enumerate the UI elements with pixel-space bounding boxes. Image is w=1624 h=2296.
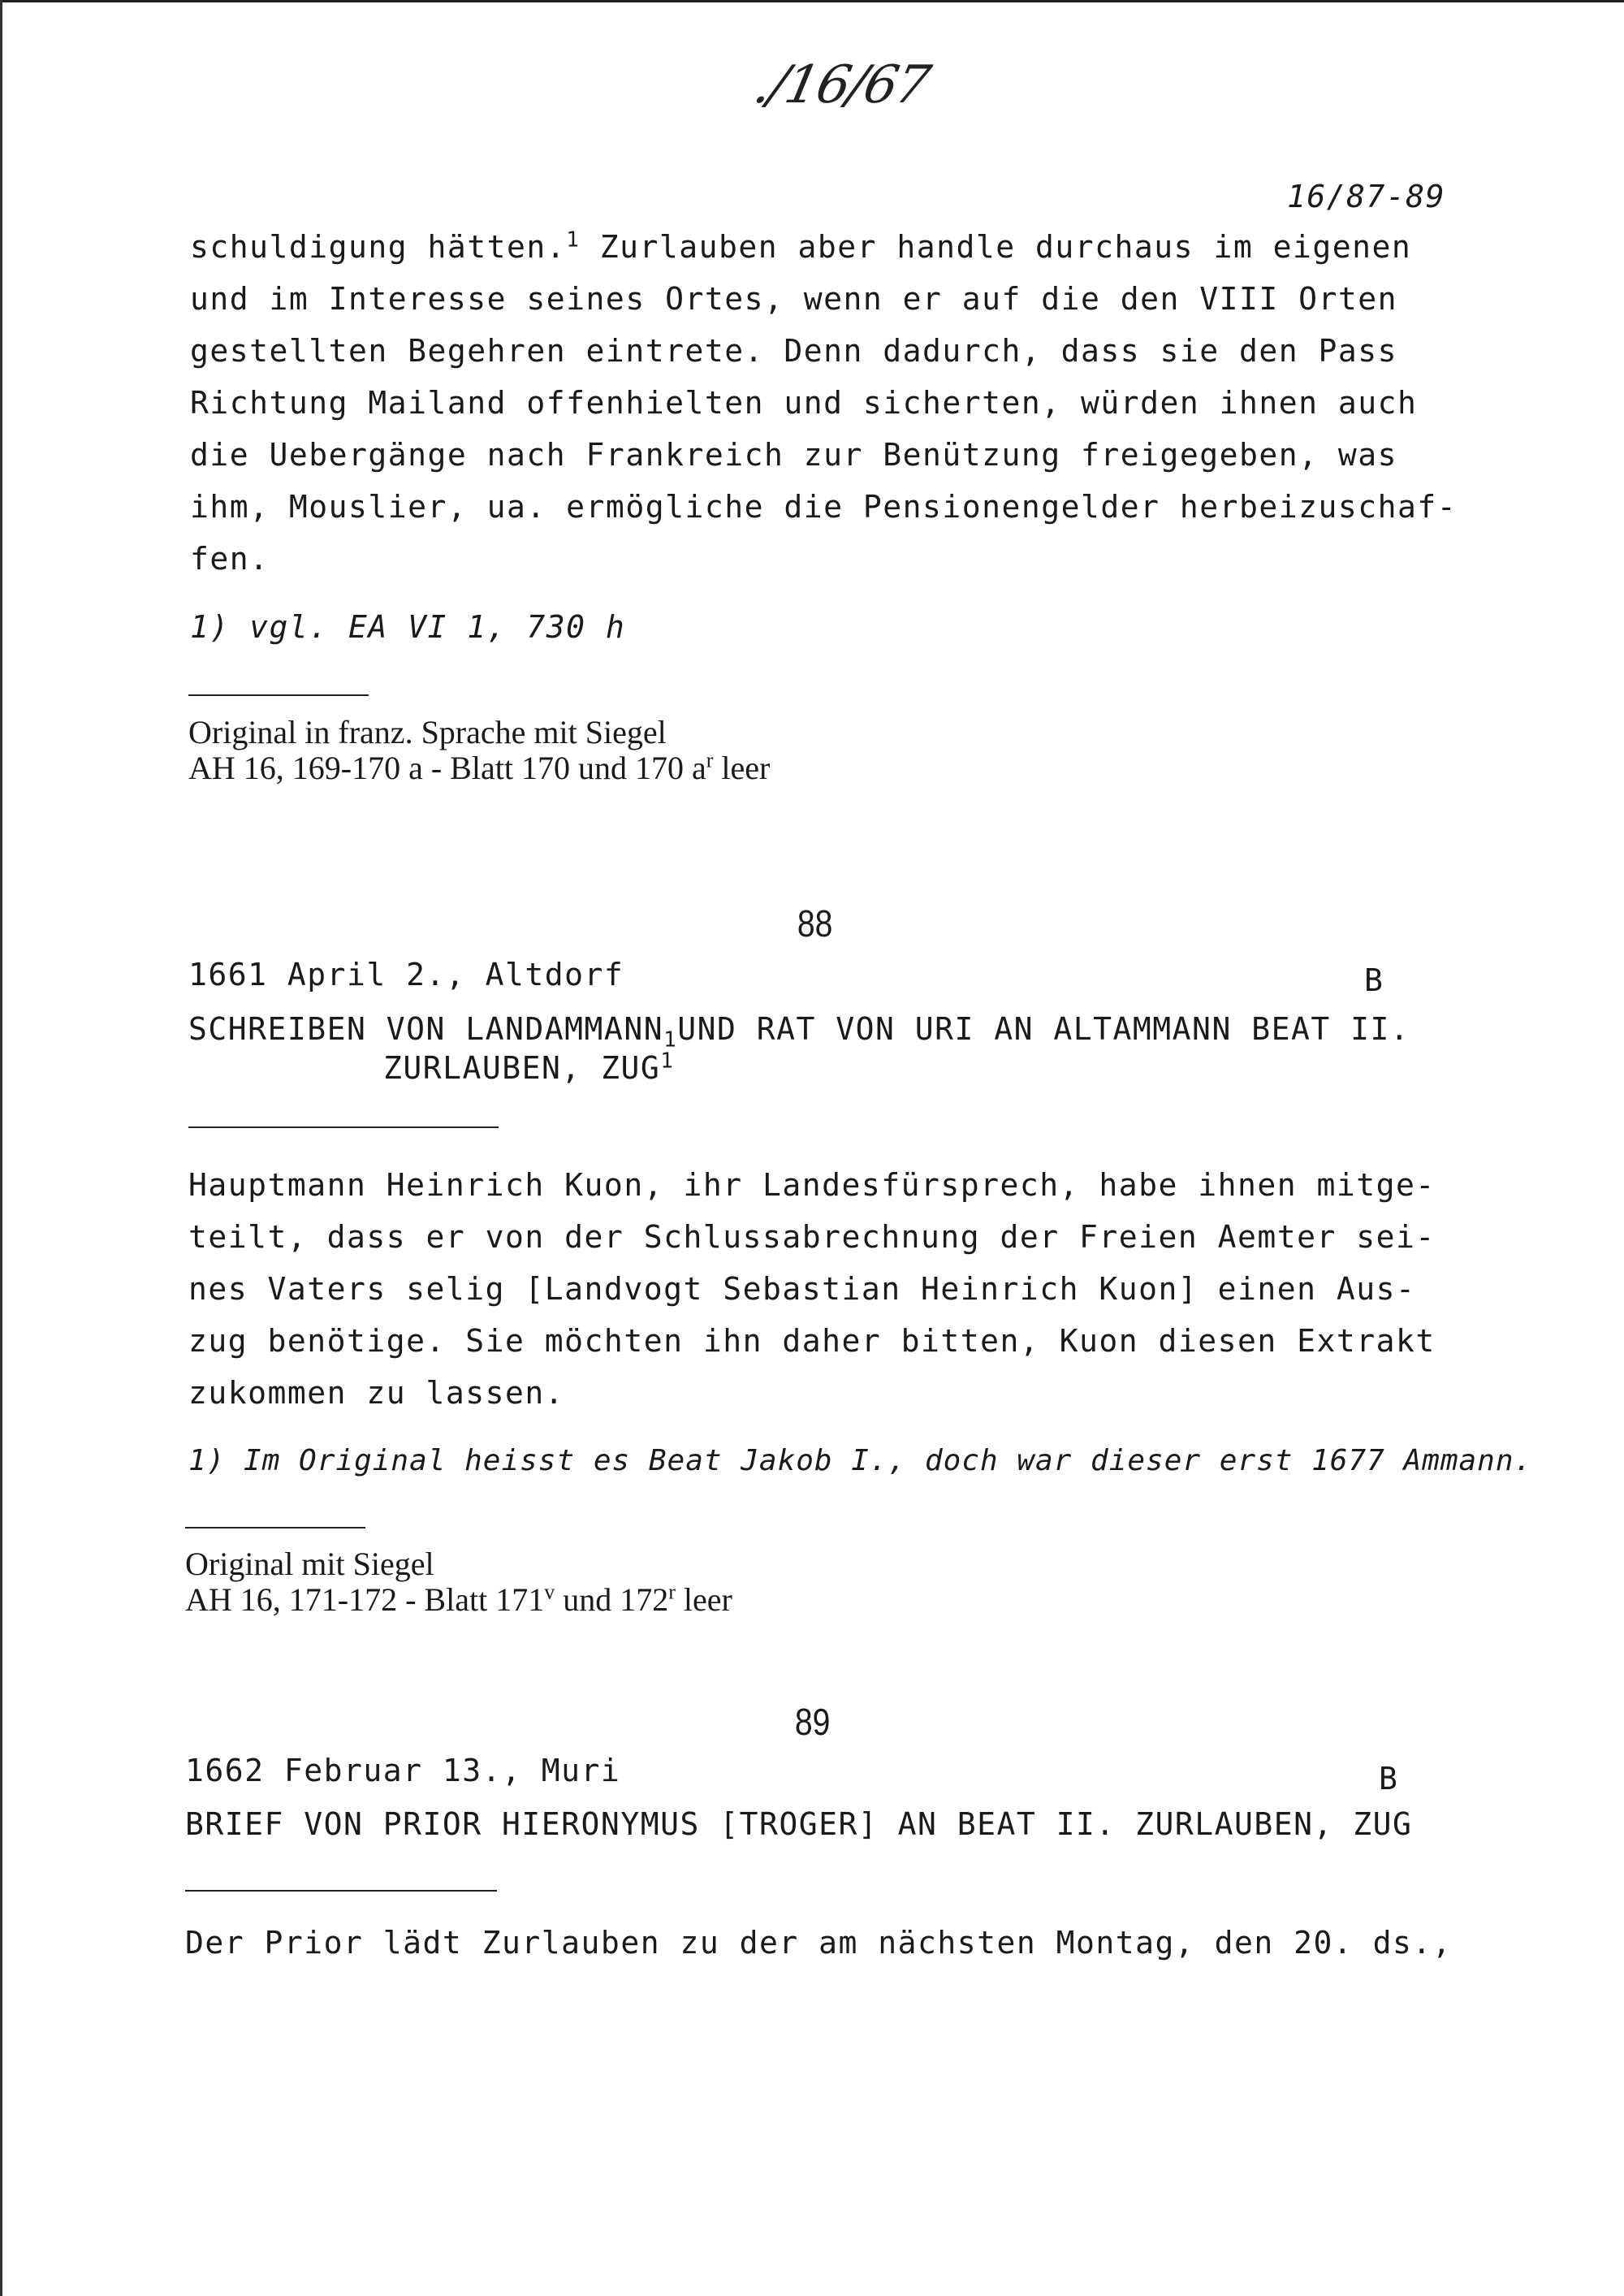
paragraph-line: schuldigung hätten.$^1$ Zurlauben aber handle durchaus im eigenen <box>190 227 1412 265</box>
divider <box>188 694 369 696</box>
source-note: AH 16, 169-170 a - Blatt 170 und 170 $a^r$ leer <box>188 748 771 786</box>
page-reference: 16/87-89 <box>1287 179 1446 214</box>
continuation-paragraph <box>190 221 1457 585</box>
paragraph-line: ihm, Mouslier, ua. ermögliche die Pensionengelder herbeizuschaf- <box>190 489 1458 525</box>
paragraph-line: nes Vaters selig [Landvogt Sebastian Heinrich Kuon] einen Aus- <box>188 1271 1416 1307</box>
paragraph-line: die Uebergänge nach Frankreich zur Benützung freigegeben, was <box>190 437 1398 473</box>
document-number: 89 <box>794 1701 831 1743</box>
source-note: Original mit Siegel <box>185 1546 434 1582</box>
document-title: BRIEF VON PRIOR HIERONYMUS [TROGER] AN BEAT II. ZURLAUBEN, ZUG <box>185 1806 1413 1842</box>
document-title: ZURLAUBEN, ZUG$^1$ <box>383 1049 675 1086</box>
paragraph-line: zukommen zu lassen. <box>188 1375 565 1411</box>
divider <box>185 1890 497 1892</box>
paragraph-line: gestellten Begehren eintrete. Denn dadurch, dass sie den Pass <box>190 333 1398 369</box>
divider <box>188 1126 499 1128</box>
regest-paragraph <box>188 1159 1436 1419</box>
document-date-place: 1662 Februar 13., Muri <box>185 1753 621 1788</box>
divider <box>185 1527 365 1529</box>
footnote: 1) vgl. EA VI 1, 730 h <box>190 609 626 645</box>
paragraph-line: Hauptmann Heinrich Kuon, ihr Landesfürsprech, habe ihnen mitge- <box>188 1167 1436 1203</box>
paragraph-line: teilt, dass er von der Schlussabrechnung der Freien Aemter sei- <box>188 1219 1436 1255</box>
page-edge-top <box>0 0 1624 2</box>
paragraph-line: zug benötige. Sie möchten ihn daher bitten, Kuon diesen Extrakt <box>188 1323 1436 1359</box>
document-title: SCHREIBEN VON $LANDAMMANN_1UND$ RAT VON URI AN ALTAMMANN BEAT II. <box>188 1011 1410 1053</box>
document-number: 88 <box>797 902 833 945</box>
page-edge-left <box>0 0 2 2296</box>
paragraph-line: fen. <box>190 541 270 577</box>
handwritten-page-mark: ./16/67 <box>749 55 935 115</box>
source-note: AH 16, 171-172 - Blatt 171$^v$ und 172$^r$ leer <box>185 1580 732 1618</box>
footnote: 1) Im Original heisst es Beat Jakob I., doch war dieser erst 1677 Ammann. <box>188 1444 1533 1477</box>
paragraph-line: Richtung Mailand offenhielten und sicherten, würden ihnen auch <box>190 385 1418 421</box>
paragraph-line: und im Interesse seines Ortes, wenn er auf die den VIII Orten <box>190 281 1398 317</box>
document-date-place: 1661 April 2., Altdorf <box>188 957 624 992</box>
footnote-marker: 1 <box>566 227 581 253</box>
document-type: B <box>1379 1761 1399 1797</box>
regest-paragraph: Der Prior lädt Zurlauben zu der am nächsten Montag, den 20. ds., <box>185 1925 1453 1961</box>
document-type: B <box>1364 962 1384 998</box>
source-note: Original in franz. Sprache mit Siegel <box>188 714 667 750</box>
